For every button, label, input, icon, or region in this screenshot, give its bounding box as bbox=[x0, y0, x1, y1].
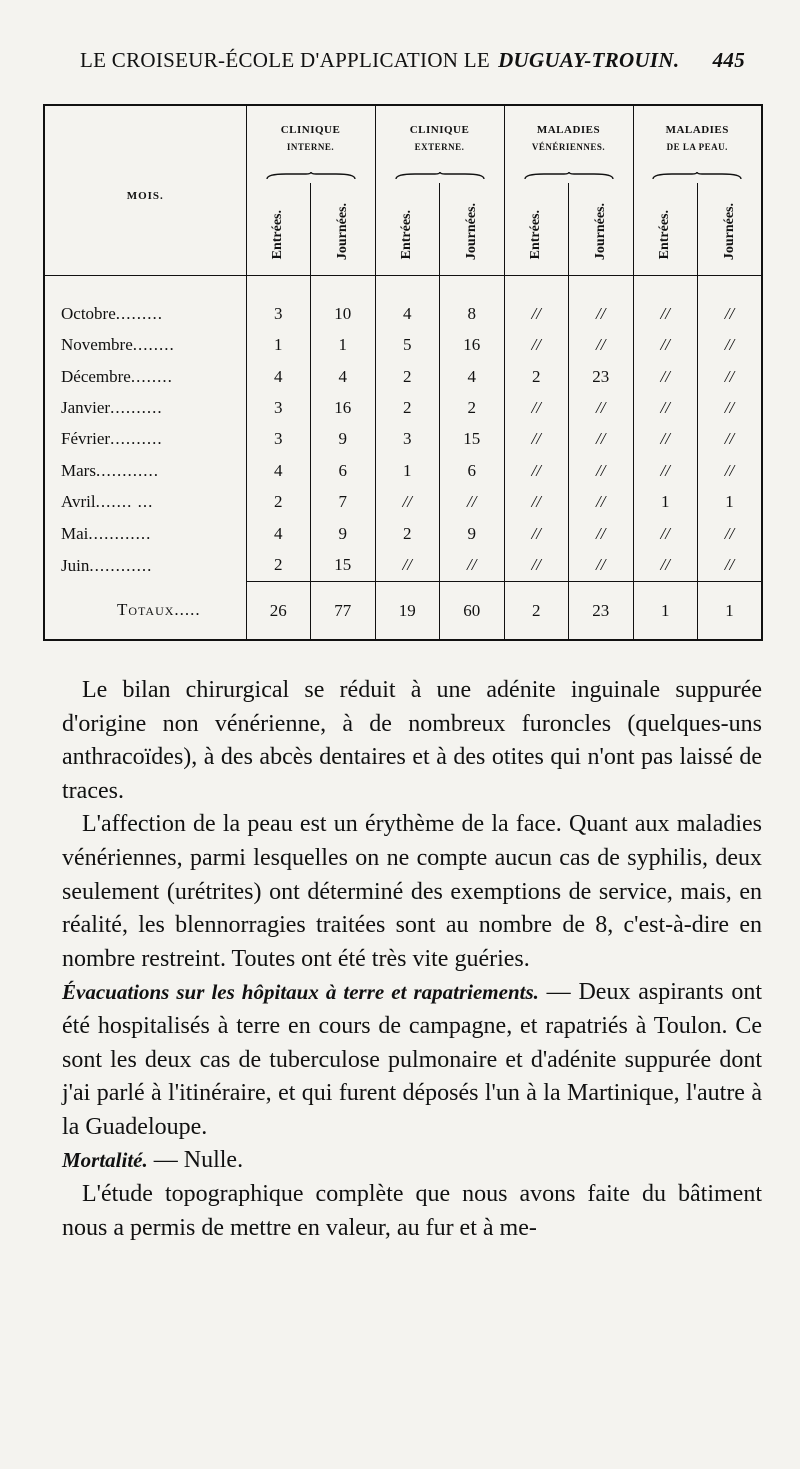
table-row bbox=[44, 424, 762, 455]
value-cell: 3 bbox=[375, 424, 440, 455]
subheader-entrees: Entrées. bbox=[504, 183, 569, 276]
group-header-clinique-externe: CLINIQUE EXTERNE. bbox=[375, 105, 504, 183]
totals-row bbox=[44, 582, 762, 640]
total-value: 26 bbox=[246, 582, 311, 640]
value-cell: // bbox=[633, 424, 698, 455]
value-cell: // bbox=[698, 329, 763, 360]
value-cell: // bbox=[633, 550, 698, 582]
value-cell: // bbox=[633, 392, 698, 423]
value-cell: // bbox=[569, 424, 634, 455]
value-cell: // bbox=[375, 550, 440, 582]
paragraph-evacuations: Évacuations sur les hôpitaux à terre et rapatriements. — Deux aspirants ont été hospitalisés à terre en cours de campagne, et rapatriés à Toulon. Ce sont les deux cas de tuberculose pulmonaire et d'adénite suppurée dont j'ai parlé à l'itinéraire, et qui furent déposés l'un à la Martinique, l'autre à la Guadeloupe. bbox=[62, 979, 762, 1140]
value-cell: // bbox=[504, 455, 569, 486]
total-value: 77 bbox=[311, 582, 376, 640]
value-cell: 4 bbox=[246, 455, 311, 486]
value-cell: 6 bbox=[311, 455, 376, 486]
value-cell: // bbox=[698, 550, 763, 582]
value-cell: 2 bbox=[246, 550, 311, 582]
value-cell: 2 bbox=[375, 361, 440, 392]
group-header-maladies-veneriennes: MALADIES VÉNÉRIENNES. bbox=[504, 105, 633, 183]
total-value: 1 bbox=[698, 582, 763, 640]
value-cell: // bbox=[504, 550, 569, 582]
value-cell: 1 bbox=[375, 455, 440, 486]
month-cell: Mars............ bbox=[61, 460, 159, 480]
value-cell: 4 bbox=[440, 361, 505, 392]
value-cell: // bbox=[375, 487, 440, 518]
month-cell: Février.......... bbox=[61, 429, 163, 449]
value-cell: 4 bbox=[246, 361, 311, 392]
value-cell: 1 bbox=[311, 329, 376, 360]
value-cell: // bbox=[504, 329, 569, 360]
value-cell: // bbox=[698, 298, 763, 329]
value-cell: 6 bbox=[440, 455, 505, 486]
value-cell: // bbox=[633, 455, 698, 486]
value-cell: // bbox=[504, 392, 569, 423]
value-cell: // bbox=[504, 487, 569, 518]
header-title: LE CROISEUR-ÉCOLE D'APPLICATION LE bbox=[80, 48, 491, 72]
value-cell: 3 bbox=[246, 424, 311, 455]
value-cell: // bbox=[569, 455, 634, 486]
header-ship-name: DUGUAY-TROUIN. bbox=[498, 48, 680, 72]
value-cell: 2 bbox=[246, 487, 311, 518]
value-cell: // bbox=[698, 424, 763, 455]
page-number: 445 bbox=[712, 48, 745, 72]
table-row bbox=[44, 518, 762, 549]
value-cell: 4 bbox=[246, 518, 311, 549]
subheader-journees: Journées. bbox=[569, 183, 634, 276]
running-header bbox=[80, 48, 745, 82]
monthly-statistics-table bbox=[43, 104, 763, 641]
month-cell: Décembre........ bbox=[61, 366, 173, 386]
value-cell: 2 bbox=[440, 392, 505, 423]
value-cell: 10 bbox=[311, 298, 376, 329]
group-header-maladies-peau: MALADIES DE LA PEAU. bbox=[633, 105, 762, 183]
month-cell: Novembre........ bbox=[61, 335, 175, 355]
table-group-header-row bbox=[44, 105, 762, 183]
table-row bbox=[44, 550, 762, 582]
value-cell: // bbox=[633, 329, 698, 360]
value-cell: 2 bbox=[504, 361, 569, 392]
value-cell: // bbox=[569, 329, 634, 360]
value-cell: // bbox=[633, 361, 698, 392]
value-cell: // bbox=[569, 392, 634, 423]
value-cell: // bbox=[569, 487, 634, 518]
totals-label: Totaux..... bbox=[117, 600, 201, 620]
value-cell: 2 bbox=[375, 518, 440, 549]
value-cell: // bbox=[569, 550, 634, 582]
value-cell: 3 bbox=[246, 392, 311, 423]
month-cell: Juin............ bbox=[61, 555, 153, 575]
value-cell: 9 bbox=[311, 424, 376, 455]
subheader-entrees: Entrées. bbox=[633, 183, 698, 276]
value-cell: 9 bbox=[311, 518, 376, 549]
paragraph-affection: L'affection de la peau est un érythème de la face. Quant aux maladies vénériennes, parmi lesquelles on ne compte aucun cas de syphilis, deux seulement (urétrites) ont déterminé des exemptions de service, mais, en réalité, les blennorragies traitées sont au nombre de 8, c'est-à-dire en nombre restreint. Toutes ont été très vite guéries. bbox=[62, 811, 762, 972]
total-value: 1 bbox=[633, 582, 698, 640]
value-cell: 1 bbox=[246, 329, 311, 360]
value-cell: 4 bbox=[375, 298, 440, 329]
value-cell: // bbox=[569, 518, 634, 549]
table-separator-row bbox=[44, 275, 762, 298]
table-body bbox=[44, 298, 762, 582]
mois-column-header: MOIS. bbox=[126, 190, 164, 202]
value-cell: // bbox=[633, 518, 698, 549]
subheader-entrees: Entrées. bbox=[375, 183, 440, 276]
table-row bbox=[44, 361, 762, 392]
brace-icon bbox=[395, 172, 485, 180]
value-cell: 5 bbox=[375, 329, 440, 360]
month-cell: Janvier.......... bbox=[61, 398, 163, 418]
total-value: 2 bbox=[504, 582, 569, 640]
section-title-evacuations: Évacuations sur les hôpitaux à terre et rapatriements. bbox=[62, 980, 539, 1005]
value-cell: // bbox=[440, 487, 505, 518]
paragraph-etude: L'étude topographique complète que nous avons faite du bâtiment nous a permis de mettre en valeur, au fur et à me- bbox=[62, 1180, 762, 1241]
value-cell: 16 bbox=[440, 329, 505, 360]
value-cell: // bbox=[440, 550, 505, 582]
body-text bbox=[62, 674, 762, 1245]
value-cell: 9 bbox=[440, 518, 505, 549]
brace-icon bbox=[266, 172, 356, 180]
value-cell: // bbox=[504, 298, 569, 329]
paragraph-mortalite: Mortalité. — Nulle. bbox=[62, 1147, 244, 1174]
table-row bbox=[44, 298, 762, 329]
value-cell: // bbox=[633, 298, 698, 329]
value-cell: // bbox=[504, 424, 569, 455]
table-row bbox=[44, 329, 762, 360]
value-cell: 1 bbox=[698, 487, 763, 518]
table-row bbox=[44, 392, 762, 423]
value-cell: 1 bbox=[633, 487, 698, 518]
value-cell: 4 bbox=[311, 361, 376, 392]
table-row bbox=[44, 455, 762, 486]
value-cell: 2 bbox=[375, 392, 440, 423]
paragraph-bilan: Le bilan chirurgical se réduit à une adénite inguinale suppurée d'origine non vénérienne, à de nombreux furoncles (quelques-uns anthracoïdes), à des abcès dentaires et à des otites qui n'ont pas laissé de traces. bbox=[62, 677, 762, 804]
section-title-mortalite: Mortalité. bbox=[62, 1148, 148, 1173]
value-cell: // bbox=[698, 361, 763, 392]
value-cell: 16 bbox=[311, 392, 376, 423]
brace-icon bbox=[524, 172, 614, 180]
value-cell: 8 bbox=[440, 298, 505, 329]
month-cell: Octobre......... bbox=[61, 303, 164, 323]
brace-icon bbox=[652, 172, 742, 180]
total-value: 23 bbox=[569, 582, 634, 640]
subheader-journees: Journées. bbox=[698, 183, 763, 276]
table-row bbox=[44, 487, 762, 518]
value-cell: 3 bbox=[246, 298, 311, 329]
group-header-clinique-interne: CLINIQUE INTERNE. bbox=[246, 105, 375, 183]
month-cell: Avril....... ... bbox=[61, 492, 154, 512]
value-cell: // bbox=[504, 518, 569, 549]
value-cell: 15 bbox=[440, 424, 505, 455]
total-value: 60 bbox=[440, 582, 505, 640]
total-value: 19 bbox=[375, 582, 440, 640]
value-cell: 15 bbox=[311, 550, 376, 582]
value-cell: // bbox=[569, 298, 634, 329]
value-cell: 7 bbox=[311, 487, 376, 518]
value-cell: // bbox=[698, 392, 763, 423]
value-cell: 23 bbox=[569, 361, 634, 392]
subheader-journees: Journées. bbox=[440, 183, 505, 276]
subheader-journees: Journées. bbox=[311, 183, 376, 276]
month-cell: Mai............ bbox=[61, 523, 152, 543]
value-cell: // bbox=[698, 455, 763, 486]
value-cell: // bbox=[698, 518, 763, 549]
subheader-entrees: Entrées. bbox=[246, 183, 311, 276]
